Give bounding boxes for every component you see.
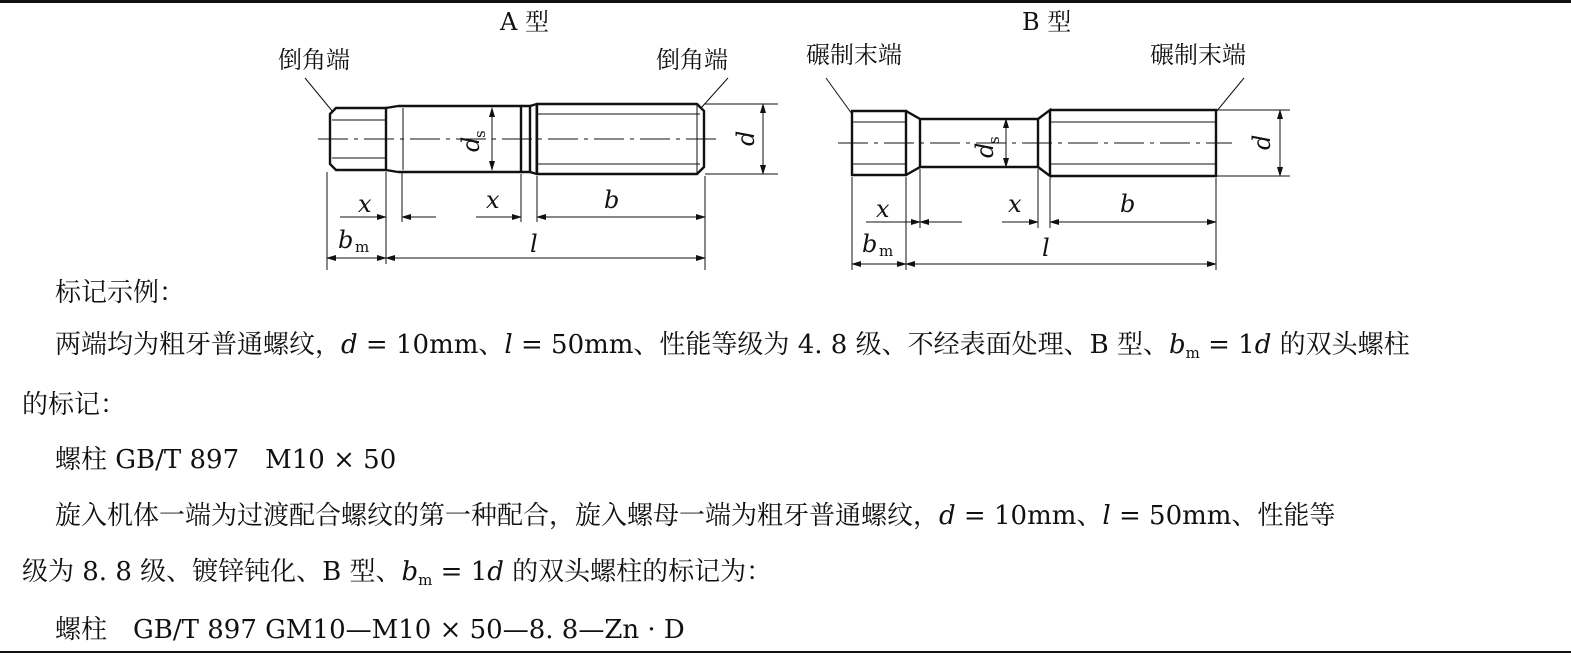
marking-heading: 标记示例： <box>55 278 186 308</box>
dim-a-bm: b <box>338 226 354 254</box>
dim-b-ds-sub: s <box>985 136 1003 144</box>
example1-line2: 的标记： <box>22 390 127 420</box>
dim-a-x2: x <box>486 186 500 214</box>
dim-b-x1: x <box>876 195 890 223</box>
dim-a-ds-sub: s <box>471 130 489 138</box>
stud-drawing <box>0 0 1571 290</box>
type-b-left-label: 碾制末端 <box>806 41 902 69</box>
dim-b-ds: d <box>971 142 999 158</box>
example2-line2: 级为 8. 8 级、镀锌钝化、B 型、$b_m = 1d$ 的双头螺柱的标记为： <box>22 557 773 589</box>
type-a-left-label: 倒角端 <box>278 46 350 74</box>
type-b-right-label: 碾制末端 <box>1150 41 1246 69</box>
dim-b-b: b <box>1120 190 1136 218</box>
example1-mark: 螺柱 GB/T 897 M10 × 50 <box>55 445 397 475</box>
dim-b-l: l <box>1042 234 1050 262</box>
dim-a-l: l <box>530 230 538 258</box>
dim-a-ds: d <box>457 136 485 152</box>
type-a-title: A 型 <box>500 8 549 36</box>
dim-b-d: d <box>1248 134 1276 150</box>
example2-line1: 旋入机体一端为过渡配合螺纹的第一种配合，旋入螺母一端为粗牙普通螺纹，d = 10mm、l = 50mm、性能等 <box>55 501 1336 531</box>
bottom-rule <box>0 651 1571 653</box>
type-a-right-label: 倒角端 <box>656 46 728 74</box>
dim-a-x1: x <box>358 190 372 218</box>
dim-b-bm: b <box>862 230 878 258</box>
type-b-title: B 型 <box>1022 8 1072 36</box>
example2-mark: 螺柱 GB/T 897 GM10—M10 × 50—8. 8—Zn · D <box>55 615 685 645</box>
dim-b-bm-sub: m <box>879 242 894 260</box>
dim-a-b: b <box>604 186 620 214</box>
dim-a-bm-sub: m <box>355 238 370 256</box>
dim-a-d: d <box>732 130 760 146</box>
dim-b-x2: x <box>1008 190 1022 218</box>
example1-line1: 两端均为粗牙普通螺纹，d = 10mm、l = 50mm、性能等级为 4. 8 级、不经表面处理、B 型、$b_m = 1d$ 的双头螺柱 <box>55 330 1410 362</box>
